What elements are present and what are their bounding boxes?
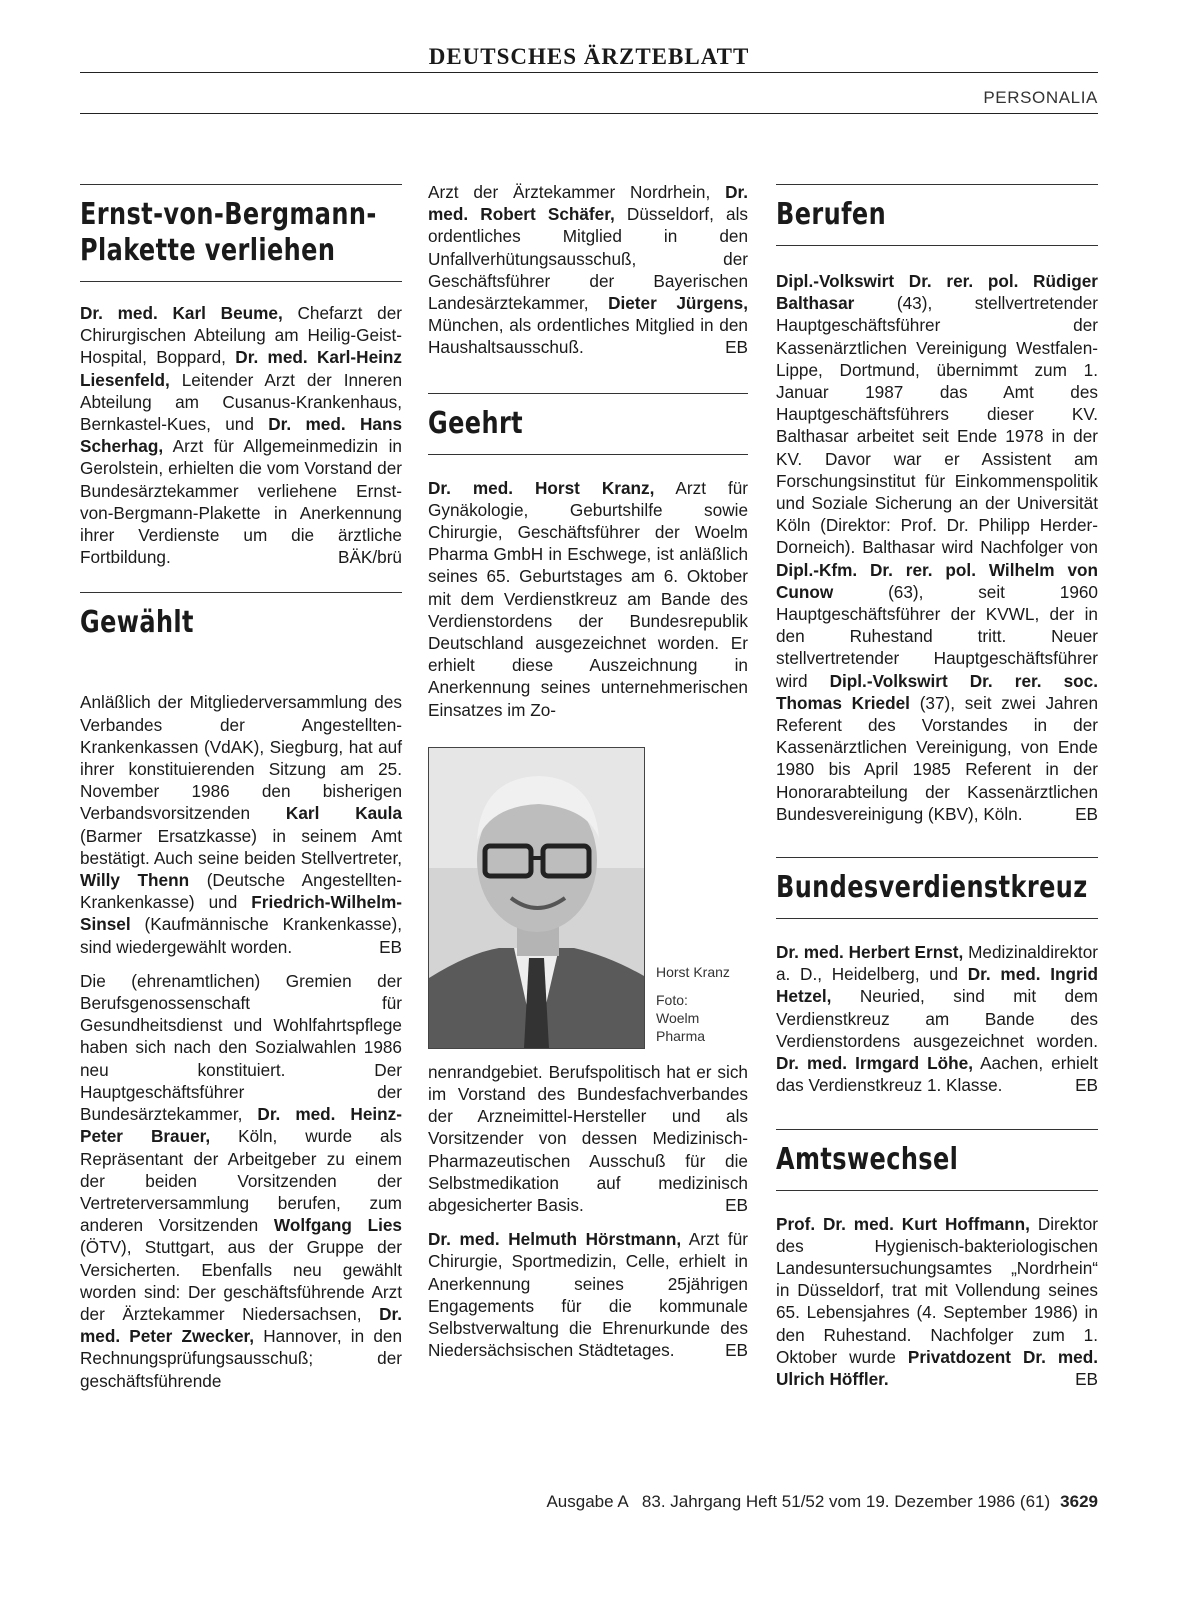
person-name: Dr. med. Horst Kranz, <box>428 477 655 498</box>
article-geehrt-text-1 <box>428 477 748 721</box>
article-gewaehlt-text-3 <box>428 181 748 359</box>
person-name: Willy Thenn <box>80 870 190 891</box>
heading-gewaehlt: Gewählt <box>80 605 194 641</box>
signature: EB <box>725 1195 748 1216</box>
text: Neuried, sind mit dem Verdienstkreuz am Bande des Verdienstordens ausgezeichnet worden. <box>776 986 1098 1051</box>
portrait-illustration <box>429 748 644 1048</box>
heading-bundesverdienstkreuz: Bundesverdienstkreuz <box>776 870 1088 906</box>
person-name: Privatdozent Dr. med. Ulrich Höffler. <box>776 1346 1098 1389</box>
issue-info: Ausgabe A 83. Jahrgang Heft 51/52 vom 19. Dezember 1986 (61) <box>546 1492 1051 1511</box>
section-rule <box>80 113 1098 114</box>
person-name: Dr. med. Irmgard Löhe, <box>776 1053 973 1074</box>
text: (Barmer Ersatzkasse) in seinem Amt bestätigt. Auch seine beiden Stellvertreter, <box>80 825 402 868</box>
heading-amtswechsel: Amtswechsel <box>776 1141 959 1177</box>
text: München, als ordentliches Mitglied in den Haushaltsausschuß. <box>428 315 748 358</box>
person-name: Friedrich-Wilhelm-Sinsel <box>80 892 402 935</box>
person-name: Dr. med. Herbert Ernst, <box>776 942 964 963</box>
divider <box>428 454 748 455</box>
article-geehrt-text-2 <box>428 1061 748 1216</box>
person-name: Karl Kaula <box>285 803 402 824</box>
article-gewaehlt-heading <box>80 593 402 691</box>
text: Arzt für Allgemeinmedizin in Gerolstein, erhielten die vom Vorstand der Bundesärztekammer verliehene Ernst-von-Bergmann-Plakette in Anerkennung ihrer Verdienste um die ärztliche Fortbildung. <box>80 436 402 568</box>
photo-caption <box>656 963 730 1045</box>
portrait-photo <box>428 747 645 1049</box>
column-3 <box>776 184 1098 1390</box>
heading-bergmann-line2: Plakette verliehen <box>80 233 336 268</box>
person-name: Dr. med. Heinz-Peter Brauer, <box>80 1104 402 1147</box>
masthead: DEUTSCHES ÄRZTEBLATT <box>428 44 750 69</box>
text: (ÖTV), Stuttgart, aus der Gruppe der Versicherten. Ebenfalls neu gewählt worden sind: Der geschäftsführende Arzt der Ärztekammer Niedersachsen, <box>80 1237 402 1324</box>
signature: EB <box>1075 803 1098 824</box>
text: Die (ehrenamtlichen) Gremien der Berufsgenossenschaft für Gesundheitsdienst und Wohlfahrtspflege haben sich nach den Sozialwahlen 1986 neu konstituiert. Der Hauptgeschäftsführer der Bundesärztekammer, <box>80 970 402 1125</box>
page-footer <box>546 1492 1098 1512</box>
divider <box>80 281 402 282</box>
text: Arzt für Gynäkologie, Geburtshilfe sowie Chirurgie, Geschäftsführer der Woelm Pharma GmbH in Eschwege, ist anläßlich seines 65. Geburtstages am 6. Oktober mit dem Verdienstkreuz am Bande des Verdienstordens der Bundesrepublik Deutschland ausgezeichnet worden. Er erhielt diese Auszeichnung in Anerkennung seines unternehmerischen Einsatzes im Zo- <box>428 477 749 720</box>
signature: EB <box>725 1340 748 1361</box>
article-bergmann-heading <box>80 185 402 281</box>
heading-geehrt: Geehrt <box>428 405 524 441</box>
text: (63), seit 1960 Hauptgeschäftsführer der KVWL, der in den Ruhestand tritt. Neuer stellvertretender Hauptgeschäftsführer wird <box>776 581 1098 691</box>
text: Arzt für Chirurgie, Sportmedizin, Celle, erhielt in Anerkennung seines 25jährigen Engagements für die kommunale Selbstverwaltung die Ehrenurkunde des Niedersächsischen Städtetages. <box>428 1229 748 1361</box>
person-name: Dr. med. Hans Scherhag, <box>80 414 403 457</box>
text: Aachen, erhielt das Verdienstkreuz 1. Klasse. <box>776 1053 1098 1096</box>
column-2 <box>428 181 748 1362</box>
article-amtswechsel-text <box>776 1213 1098 1391</box>
section-label: PERSONALIA <box>983 88 1098 107</box>
signature: EB <box>379 936 402 957</box>
text: Direktor des Hygienisch-bakteriologischen Landesuntersuchungsamtes „Nordrhein“ in Düsseldorf, trat mit Vollendung seines 65. Lebensjahres (4. September 1986) in den Ruhestand. Nachfolger zum 1. Oktober wurde <box>776 1213 1098 1367</box>
text: Medizinaldirektor a. D., Heidelberg, und <box>776 942 1098 985</box>
person-name: Dieter Jürgens, <box>608 293 748 314</box>
heading-bergmann-line1: Ernst-von-Bergmann- <box>80 197 377 232</box>
text: Leitender Arzt der Inneren Abteilung am Cusanus-Krankenhaus, Bernkastel-Kues, und <box>80 369 402 435</box>
article-geehrt-text-3 <box>428 1228 748 1361</box>
person-name: Dr. med. Karl-Heinz Liesenfeld, <box>80 347 402 390</box>
signature: EB <box>1075 1368 1098 1389</box>
person-name: Dr. med. Robert Schäfer, <box>428 182 748 225</box>
signature: EB <box>725 337 748 358</box>
signature: BÄK/brü <box>337 547 402 568</box>
text: (43), stellvertretender Hauptgeschäftsführer der Kassenärztlichen Vereinigung Westfalen-Lippe, Dortmund, übernimmt zum 1. Januar 1987 das Amt des Hauptgeschäftsführers dieser KV. Balthasar arbeitet seit Ende 1978 in der KV. Davor war er Assistent am Forschungsinstitut für Einkommenspolitik und Soziale Sicherung an der Universität Köln (Direktor: Prof. Dr. Philipp Herder-Dorneich). Balthasar wird Nachfolger von <box>776 293 1098 558</box>
article-bergmann-text <box>80 302 402 568</box>
person-name: Prof. Dr. med. Kurt Hoffmann, <box>776 1213 1030 1234</box>
person-name: Dipl.-Volkswirt Dr. rer. pol. Rüdiger Balthasar <box>776 271 1098 314</box>
text: Chefarzt der Chirurgischen Abteilung am Heilig-Geist-Hospital, Boppard, <box>80 303 402 368</box>
person-name: Dipl.-Kfm. Dr. rer. pol. Wilhelm von Cunow <box>776 559 1098 602</box>
article-gewaehlt-text-2 <box>80 970 402 1392</box>
person-name: Dr. med. Ingrid Hetzel, <box>776 964 1098 1007</box>
person-name: Dr. med. Helmuth Hörstmann, <box>428 1229 682 1250</box>
divider <box>776 245 1098 246</box>
person-name: Dipl.-Volkswirt Dr. rer. soc. Thomas Kriedel <box>776 670 1098 713</box>
column-1 <box>80 184 402 1392</box>
divider <box>776 1190 1098 1191</box>
masthead-rule <box>80 72 1098 73</box>
article-bundesverdienstkreuz-text <box>776 941 1098 1096</box>
divider <box>776 918 1098 919</box>
person-name: Dr. med. Peter Zwecker, <box>80 1303 402 1347</box>
text: Arzt der Ärztekammer Nordrhein, <box>428 182 726 202</box>
text: (37), seit zwei Jahren Referent des Vorstandes in der Kassenärztlichen Vereinigung, von Ende 1980 bis April 1985 Referent in der Honorarabteilung der Kassenärztlichen Bundesvereinigung (KBV), Köln. <box>776 692 1098 824</box>
text: Anläßlich der Mitgliederversammlung des Verbandes der Angestellten-Krankenkassen (VdAK), Siegburg, hat auf ihrer konstituierenden Sitzung am 25. November 1986 den bisherigen Verbandsvorsitzenden <box>80 692 402 824</box>
text: (Deutsche Angestellten-Krankenkasse) und <box>80 870 402 913</box>
text: nenrandgebiet. Berufspolitisch hat er sich im Vorstand des Bundesfachverbandes der Arzneimittel-Hersteller und als Vorsitzender von dessen Medizinisch-Pharmazeutischen Ausschuß für die Selbstmedikation auf medizinisch abgesicherter Basis. <box>428 1061 748 1216</box>
article-geehrt-heading <box>428 394 748 454</box>
signature: EB <box>1075 1075 1098 1096</box>
heading-berufen: Berufen <box>776 197 887 232</box>
article-bundesverdienstkreuz-heading <box>776 858 1098 918</box>
page-number: 3629 <box>1060 1492 1098 1511</box>
article-gewaehlt-text-1 <box>80 691 402 957</box>
person-name: Dr. med. Karl Beume, <box>80 303 283 323</box>
caption-credit: Foto: Woelm Pharma <box>656 991 706 1044</box>
article-berufen-text <box>776 270 1098 825</box>
text: Hannover, in den Rechnungsprüfungsausschuß; der geschäftsführende <box>80 1326 402 1391</box>
text: Köln, wurde als Repräsentant der Arbeitgeber zu einem der beiden Vorsitzenden der Vertreterversammlung berufen, zum anderen Vorsitzenden <box>80 1126 402 1236</box>
caption-name: Horst Kranz <box>656 963 730 980</box>
person-name: Wolfgang Lies <box>273 1215 402 1236</box>
portrait-figure <box>428 747 748 1047</box>
text: Düsseldorf, als ordentliches Mitglied in den Unfallverhütungsausschuß, der Geschäftsführer der Bayerischen Landesärztekammer, <box>428 204 748 314</box>
text: (Kaufmännische Krankenkasse), sind wiedergewählt worden. <box>80 914 402 957</box>
article-amtswechsel-heading <box>776 1130 1098 1190</box>
article-berufen-heading <box>776 185 1098 245</box>
